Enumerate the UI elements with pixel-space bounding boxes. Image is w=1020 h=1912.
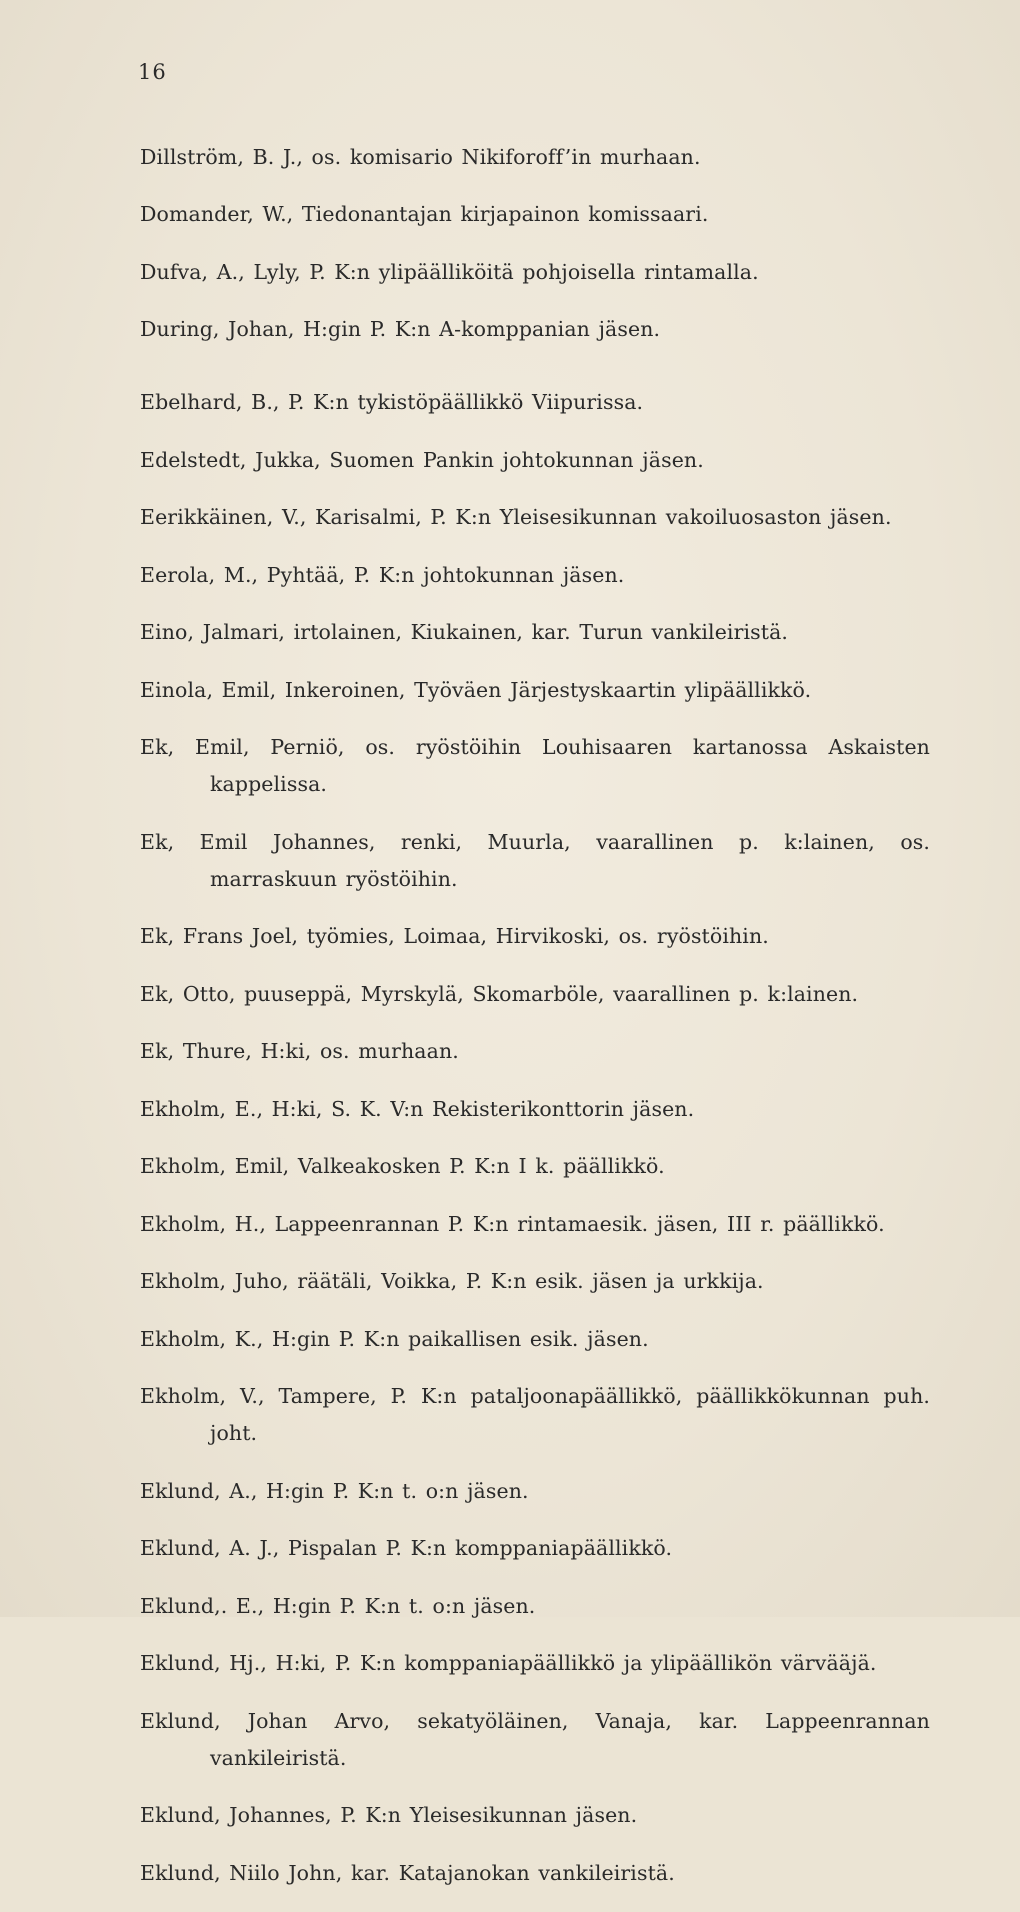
entry-list: [140, 118, 930, 1912]
list-entry: Eerikkäinen, V., Karisalmi, P. K:n Yleisesikunnan vakoiluosaston jäsen.: [140, 505, 892, 529]
list-entry: Eklund, A. J., Pispalan P. K:n komppaniapäällikkö.: [140, 1536, 673, 1560]
list-entry: Edelstedt, Jukka, Suomen Pankin johtokunnan jäsen.: [140, 447, 704, 472]
list-entry: Dillström, B. J., os. komisario Nikiforoff’in murhaan.: [140, 144, 701, 169]
list-entry: Eklund,. E., H:gin P. K:n t. o:n jäsen.: [140, 1593, 536, 1618]
list-entry: Einola, Emil, Inkeroinen, Työväen Järjestyskaartin ylipäällikkö.: [140, 677, 812, 702]
entry-group-d: [140, 139, 930, 349]
list-entry: During, Johan, H:gin P. K:n A-komppanian jäsen.: [140, 317, 661, 341]
list-entry: Ekholm, Juho, räätäli, Voikka, P. K:n esik. jäsen ja urkkija.: [140, 1269, 764, 1293]
list-entry: Eerola, M., Pyhtää, P. K:n johtokunnan jäsen.: [140, 562, 625, 587]
list-entry: Ek, Emil, Perniö, os. ryöstöihin Louhisaaren kartanossa Askaisten kappelissa.: [140, 735, 930, 796]
list-entry: Eklund, Niilo John, kar. Katajanokan vankileiristä.: [140, 1860, 675, 1885]
entry-group-e: [140, 384, 930, 1892]
list-entry: Ekholm, V., Tampere, P. K:n pataljoonapäällikkö, päällikkökunnan puh. joht.: [140, 1384, 930, 1445]
list-entry: Ebelhard, B., P. K:n tykistöpäällikkö Viipurissa.: [140, 390, 644, 414]
list-entry: Eklund, Johan Arvo, sekatyöläinen, Vanaja, kar. Lappeenrannan vankileiristä.: [140, 1708, 930, 1770]
list-entry: Dufva, A., Lyly, P. K:n ylipäälliköitä pohjoisella rintamalla.: [140, 259, 759, 284]
page-number: 16: [138, 60, 167, 84]
list-entry: Ekholm, K., H:gin P. K:n paikallisen esik. jäsen.: [140, 1326, 649, 1351]
list-entry: Ek, Otto, puuseppä, Myrskylä, Skomarböle, vaarallinen p. k:lainen.: [140, 981, 859, 1006]
list-entry: Domander, W., Tiedonantajan kirjapainon komissaari.: [140, 202, 709, 226]
list-entry: Ekholm, H., Lappeenrannan P. K:n rintamaesik. jäsen, III r. päällikkö.: [140, 1211, 885, 1236]
list-entry: Ek, Thure, H:ki, os. murhaan.: [140, 1039, 459, 1063]
list-entry: Eino, Jalmari, irtolainen, Kiukainen, kar. Turun vankileiristä.: [140, 620, 789, 644]
list-entry: Ekholm, Emil, Valkeakosken P. K:n I k. päällikkö.: [140, 1154, 665, 1178]
list-entry: Eklund, A., H:gin P. K:n t. o:n jäsen.: [140, 1478, 529, 1503]
list-entry: Ek, Emil Johannes, renki, Muurla, vaarallinen p. k:lainen, os. marraskuun ryöstöihin.: [140, 829, 930, 891]
list-entry: Ek, Frans Joel, työmies, Loimaa, Hirvikoski, os. ryöstöihin.: [140, 924, 769, 948]
list-entry: Eklund, Johannes, P. K:n Yleisesikunnan jäsen.: [140, 1803, 638, 1827]
list-entry: Eklund, Hj., H:ki, P. K:n komppaniapäällikkö ja ylipäällikön värvääjä.: [140, 1651, 877, 1675]
list-entry: Ekholm, E., H:ki, S. K. V:n Rekisterikonttorin jäsen.: [140, 1096, 695, 1121]
